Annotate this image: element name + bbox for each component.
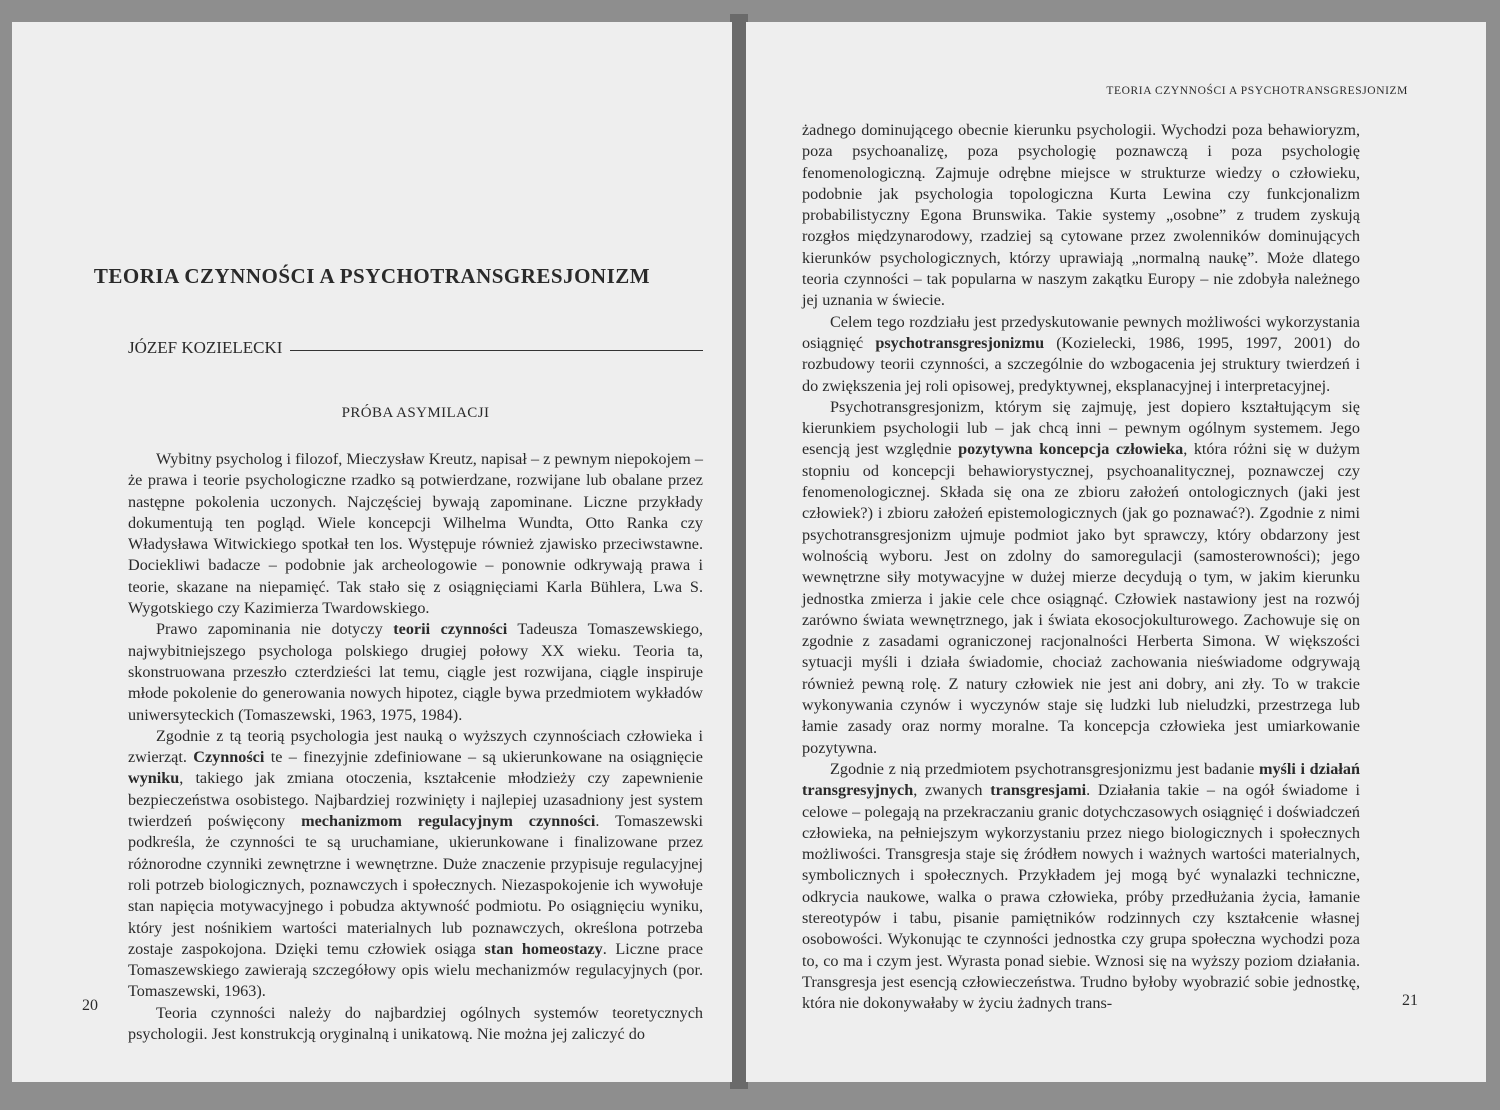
paragraph (128, 449, 703, 619)
text-run: Tadeusza Tomaszewskiego, najwybitniejszego psychologa polskiego drugiej połowy XX wieku. Teoria ta, skonstruowana przeszło czterdzieści lat temu, ciągle jest rozwijana, ciągle inspiruje młode pokolenie do generowania nowych hipotez, ciągle bywa przedmiotem wykładów uniwersyteckich (Tomaszewski, 1963, 1975, 1984). (128, 620, 703, 724)
bold-term: stan homeostazy (484, 939, 603, 958)
paragraph (802, 759, 1360, 1015)
left-body-text (128, 449, 703, 1045)
section-heading: PRÓBA ASYMILACJI (341, 405, 490, 421)
paragraph (802, 120, 1360, 312)
text-run: Wybitny psycholog i filozof, Mieczysław Kreutz, napisał – z pewnym niepokojem – że prawa i teorie psychologiczne rzadko są potwierdzane, rozwijane lub obalane przez następne pokolenia uczonych. Najczęściej bywają zapominane. Liczne przykłady dokumentują ten pogląd. Wiele koncepcji Wilhelma Wundta, Otto Ranka czy Władysława Witwickiego spotkał ten los. Występuje również zjawisko przeciwstawne. Dociekliwi badacze – podobnie jak archeologowie – ponownie odkrywają prawa i teorie, skazane na niepamięć. Tak stało się z osiągnięciami Karla Bühlera, Lwa S. Wygotskiego czy Kazimierza Twardowskiego. (128, 450, 703, 618)
bold-term: wyniku (128, 769, 180, 788)
bold-term: mechanizmom regulacyjnym czynności (301, 812, 596, 831)
text-run: Celem tego rozdziału jest przedyskutowanie pewnych możliwości wykorzystania osiągnięć (802, 312, 1360, 352)
paragraph (802, 397, 1360, 759)
text-run: żadnego dominującego obecnie kierunku psychologii. Wychodzi poza behawioryzm, poza psychoanalizę, poza psychologię poznawczą i poza psychologię fenomenologiczną. Zajmuje odrębne miejsce w strukturze wiedzy o człowieku, podobnie jak psychologia topologiczna Kurta Lewina czy funkcjonalizm probabilistyczny Egona Brunswika. Takie systemy „osobne” z trudem zyskują rozgłos międzynarodowy, rzadziej są cytowane przez zwolenników dominujących kierunków psychologicznych, którzy uprawiają „normalną naukę”. Może dlatego teoria czynności – tak popularna w naszym zakątku Europy – nie zdobyła należnego jej uznania w świecie. (802, 121, 1360, 310)
paragraph (128, 1003, 703, 1046)
bold-term: teorii czynności (393, 620, 508, 639)
bold-term: Czynności (193, 748, 265, 767)
paragraph (128, 726, 703, 1003)
paragraph (128, 619, 703, 725)
text-run: Teoria czynności należy do najbardziej ogólnych systemów teoretycznych psychologii. Jest konstrukcją oryginalną i unikatową. Nie można jej zaliczyć do (128, 1003, 703, 1044)
right-page (746, 22, 1486, 1082)
right-body-text (802, 120, 1360, 1014)
text-run: te – finezyjnie zdefiniowane – są ukierunkowane na osiągnięcie (264, 748, 703, 767)
text-run: . Tomaszewski podkreśla, że czynności te są uruchamiane, ukierunkowane i finalizowane przez różnorodne czynniki zewnętrzne i wewnętrzne. Duże znaczenie przypisuje regulacyjnej roli potrzeb biologicznych, poznawczych i społecznych. Niezaspokojenie ich wywołuje stan napięcia motywacyjnego i pobudza aktywność podmiotu. Po osiągnięciu wyniku, który jest nośnikiem wartości materialnych lub poznawczych, określona potrzeba zostaje zaspokojona. Dzięki temu człowiek osiąga (128, 812, 703, 958)
text-run: , która różni się w dużym stopniu od koncepcji behawiorystycznej, psychoanalitycznej, poznawczej czy fenomenologicznej. Składa się ona ze zbioru założeń ontologicznych (jaki jest człowiek?) i zbioru założeń epistemologicznych (jak go poznawać?). Zgodnie z nimi psychotransgresjonizm ujmuje podmiot jako byt sprawczy, który obdarzony jest wolnością wyboru. Jest on zdolny do samoregulacji (samosterowności); jego wewnętrzne siły motywacyjne w dużej mierze decydują o tym, w jakim kierunku jednostka zmierza i jakie cele chce osiągnąć. Człowiek nastawiony jest na rozwój zarówno świata wewnętrznego, jak i świata ekosocjokulturowego. Zachowuje się on zgodnie z zasadami ograniczonej racjonalności Herberta Simona. W większości sytuacji myśli i działa świadomie, chociaż zachowania nieświadome odgrywają również pewną rolę. Z natury człowiek nie jest ani dobry, ani zły. To w trakcie wykonywania czynów i wyczynów staje się ludzki lub nieludzki, przestrzega lub łamie zasady oraz normy moralne. Ta koncepcja człowieka jest umiarkowanie pozytywna. (802, 440, 1360, 757)
bold-term: myśli i działań transgresyjnych (802, 759, 1360, 800)
bold-term: transgresjami (990, 781, 1087, 800)
text-run: (Kozielecki, 1986, 1995, 1997, 2001) do rozbudowy teorii czynności, a szczególnie do wzbogacenia jej struktury twierdzeń i do zwiększenia jej roli opisowej, predyktywnej, eksplanacyjnej i interpretacyjnej. (802, 333, 1360, 395)
page-number: 20 (82, 997, 98, 1014)
text-run: Zgodnie z nią przedmiotem psychotransgresjonizmu jest badanie (830, 759, 1259, 778)
page-number: 21 (1402, 992, 1418, 1009)
author-rule (290, 350, 703, 351)
author-name: JÓZEF KOZIELECKI (128, 338, 283, 357)
text-run: Zgodnie z tą teorią psychologia jest nauką o wyższych czynnościach człowieka i zwierząt. (128, 726, 703, 767)
text-run: . Działania takie – na ogół świadome i celowe – polegają na przekraczaniu granic dotychczasowych osiągnięć i doświadczeń człowieka, na pełniejszym wykorzystaniu przez niego biologicznych i społecznych możliwości. Transgresja staje się źródłem nowych i ważnych wartości materialnych, symbolicznych i społecznych. Przykładem jej mogą być wynalazki techniczne, odkrycia naukowe, walka o prawa człowieka, próby przedłużania życia, łamanie stereotypów i tabu, pisanie pamiętników rodzinnych czy kształcenie własnej osobowości. Wykonując te czynności jednostka czy grupa społeczna wychodzi poza to, co ma i czym jest. Wyrasta ponad siebie. Wznosi się na wyższy poziom działania. Transgresja jest esencją człowieczeństwa. Trudno byłoby wyobrazić sobie jednostkę, która nie dokonywałaby w życiu żadnych trans- (802, 781, 1360, 1013)
bold-term: pozytywna koncepcja człowieka (958, 440, 1184, 459)
running-head: TEORIA CZYNNOŚCI A PSYCHOTRANSGRESJONIZM (1106, 85, 1408, 97)
bold-term: psychotransgresjonizmu (875, 333, 1045, 352)
left-page (12, 22, 732, 1082)
author-row (128, 338, 703, 358)
text-run: , takiego jak zmiana otoczenia, kształcenie młodzieży czy zapewnienie bezpieczeństwa osobistego. Najbardziej rozwinięty i najlepiej uzasadniony jest system twierdzeń poświęcony (128, 769, 703, 831)
text-run: Psychotransgresjonizm, którym się zajmuję, jest dopiero kształtującym się kierunkiem psychologii lub – jak chcą inni – pewnym ogólnym systemem. Jego esencją jest względnie (802, 397, 1360, 459)
paragraph (802, 312, 1360, 397)
chapter-title: TEORIA CZYNNOŚCI A PSYCHOTRANSGRESJONIZM (93, 264, 651, 288)
text-run: . Liczne prace Tomaszewskiego zawierają szczegółowy opis wielu mechanizmów regulacyjnych (por. Tomaszewski, 1963). (128, 939, 704, 1001)
text-run: , zwanych (913, 781, 991, 800)
text-run: Prawo zapominania nie dotyczy (156, 620, 394, 639)
